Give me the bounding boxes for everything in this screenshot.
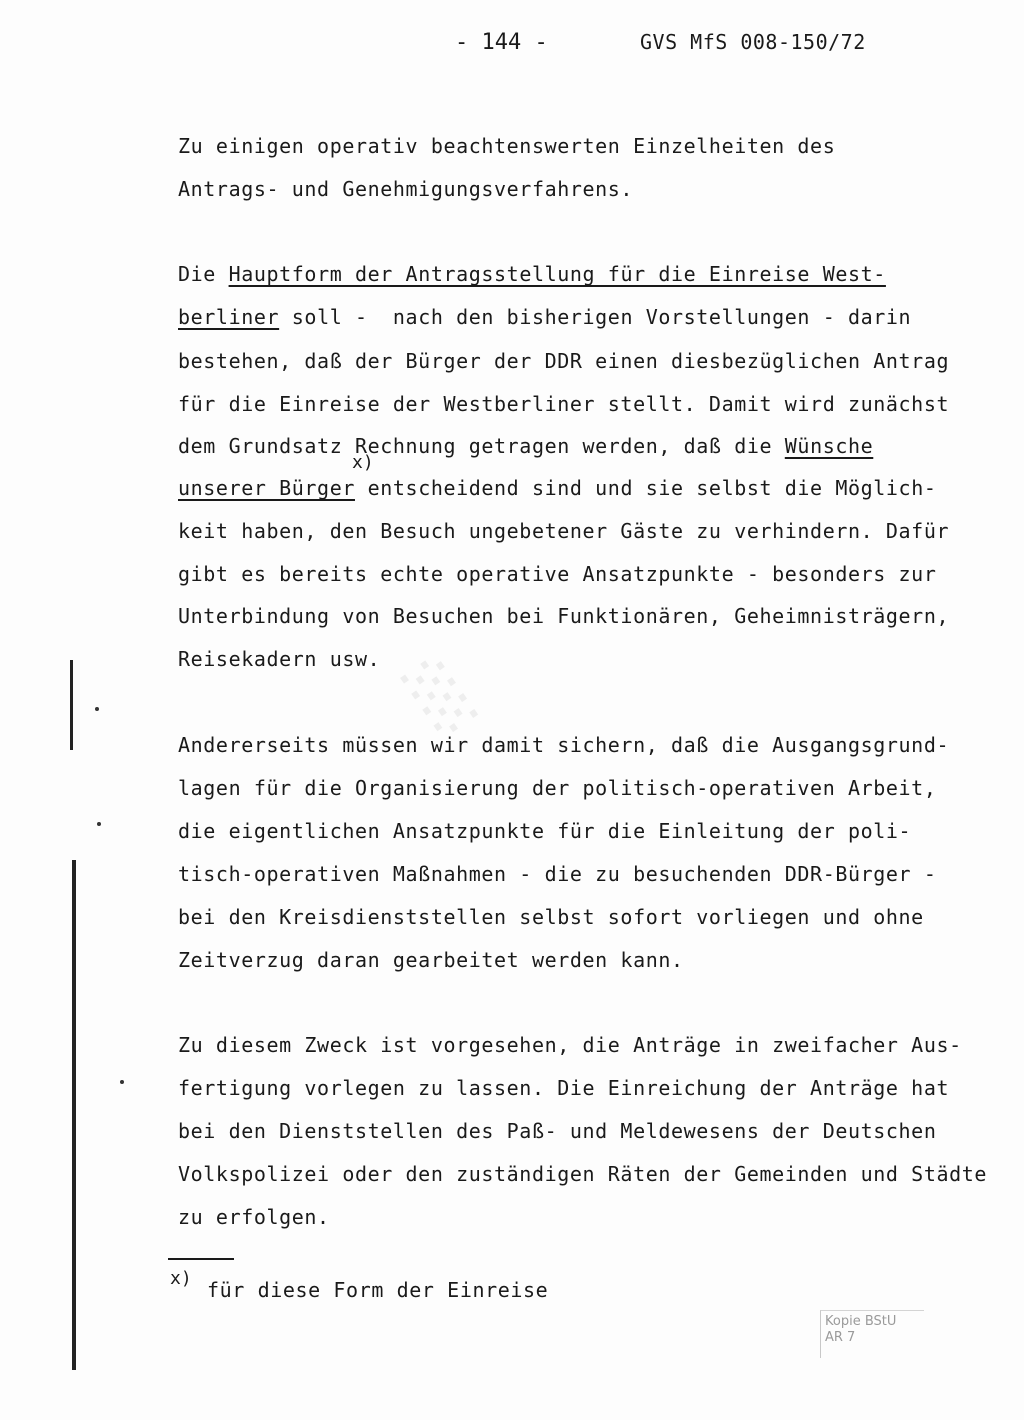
paragraph-line: keit haben, den Besuch ungebetener Gäste zu verhindern. Dafür — [178, 519, 950, 543]
stamp-line: Kopie BStU — [825, 1314, 897, 1329]
underlined-text: unserer Bürger — [178, 476, 355, 500]
faint-watermark: ░ — [400, 650, 484, 740]
document-reference: GVS MfS 008-150/72 — [640, 30, 866, 54]
text-span: dem Grundsatz Rechnung getragen werden, daß die — [178, 434, 785, 458]
section-heading-line: Zu einigen operativ beachtenswerten Einzelheiten des — [178, 134, 836, 158]
footnote-text: für diese Form der Einreise — [207, 1278, 549, 1302]
paragraph-line: die eigentlichen Ansatzpunkte für die Einleitung der poli- — [178, 819, 912, 843]
paragraph-line: Reisekadern usw. — [178, 647, 381, 671]
text-span: soll - nach den bisherigen Vorstellungen - darin — [279, 305, 912, 329]
underlined-text: Hauptform der Antragsstellung für die Einreise West- — [228, 262, 886, 286]
paragraph-line: tisch-operativen Maßnahmen - die zu besuchenden DDR-Bürger - — [178, 862, 937, 886]
text-span: Die — [178, 262, 229, 286]
margin-bar-top — [70, 660, 73, 750]
margin-dot — [120, 1080, 124, 1084]
paragraph-line: bestehen, daß der Bürger der DDR einen diesbezüglichen Antrag — [178, 349, 950, 373]
text-span: entscheidend sind und sie selbst die Möglich- — [354, 476, 937, 500]
paragraph-line: Zeitverzug daran gearbeitet werden kann. — [178, 948, 684, 972]
stamp-line: AR 7 — [825, 1330, 856, 1345]
footnote-marker: x) — [352, 452, 374, 473]
paragraph-line: zu erfolgen. — [178, 1205, 330, 1229]
paragraph-line: Andererseits müssen wir damit sichern, daß die Ausgangsgrund- — [178, 733, 950, 757]
underlined-text: Wünsche — [784, 434, 874, 458]
section-heading-line: Antrags- und Genehmigungsverfahrens. — [178, 177, 634, 201]
paragraph-line: für die Einreise der Westberliner stellt. Damit wird zunächst — [178, 392, 950, 416]
paragraph-line: gibt es bereits echte operative Ansatzpunkte - besonders zur — [178, 562, 937, 586]
paragraph-line — [178, 476, 936, 500]
underlined-text: berliner — [178, 305, 280, 329]
footnote-separator — [168, 1258, 234, 1260]
page-number: - 144 - — [455, 30, 548, 55]
paragraph-line — [178, 262, 886, 286]
paragraph-line: lagen für die Organisierung der politisch-operativen Arbeit, — [178, 776, 937, 800]
paragraph-line: Unterbindung von Besuchen bei Funktionären, Geheimnisträgern, — [178, 604, 950, 628]
paragraph-line: bei den Kreisdienststellen selbst sofort vorliegen und ohne — [178, 905, 924, 929]
margin-dot — [97, 822, 101, 826]
paragraph-line — [178, 434, 873, 458]
margin-bar-bottom — [72, 860, 76, 1370]
margin-dot — [95, 707, 99, 711]
paragraph-line: Volkspolizei oder den zuständigen Räten der Gemeinden und Städte — [178, 1162, 988, 1186]
archive-stamp — [820, 1310, 924, 1358]
paragraph-line — [178, 305, 911, 329]
footnote-marker: x) — [170, 1268, 192, 1289]
paragraph-line: Zu diesem Zweck ist vorgesehen, die Anträge in zweifacher Aus- — [178, 1033, 962, 1057]
paragraph-line: bei den Dienststellen des Paß- und Meldewesens der Deutschen — [178, 1119, 937, 1143]
paragraph-line: fertigung vorlegen zu lassen. Die Einreichung der Anträge hat — [178, 1076, 950, 1100]
